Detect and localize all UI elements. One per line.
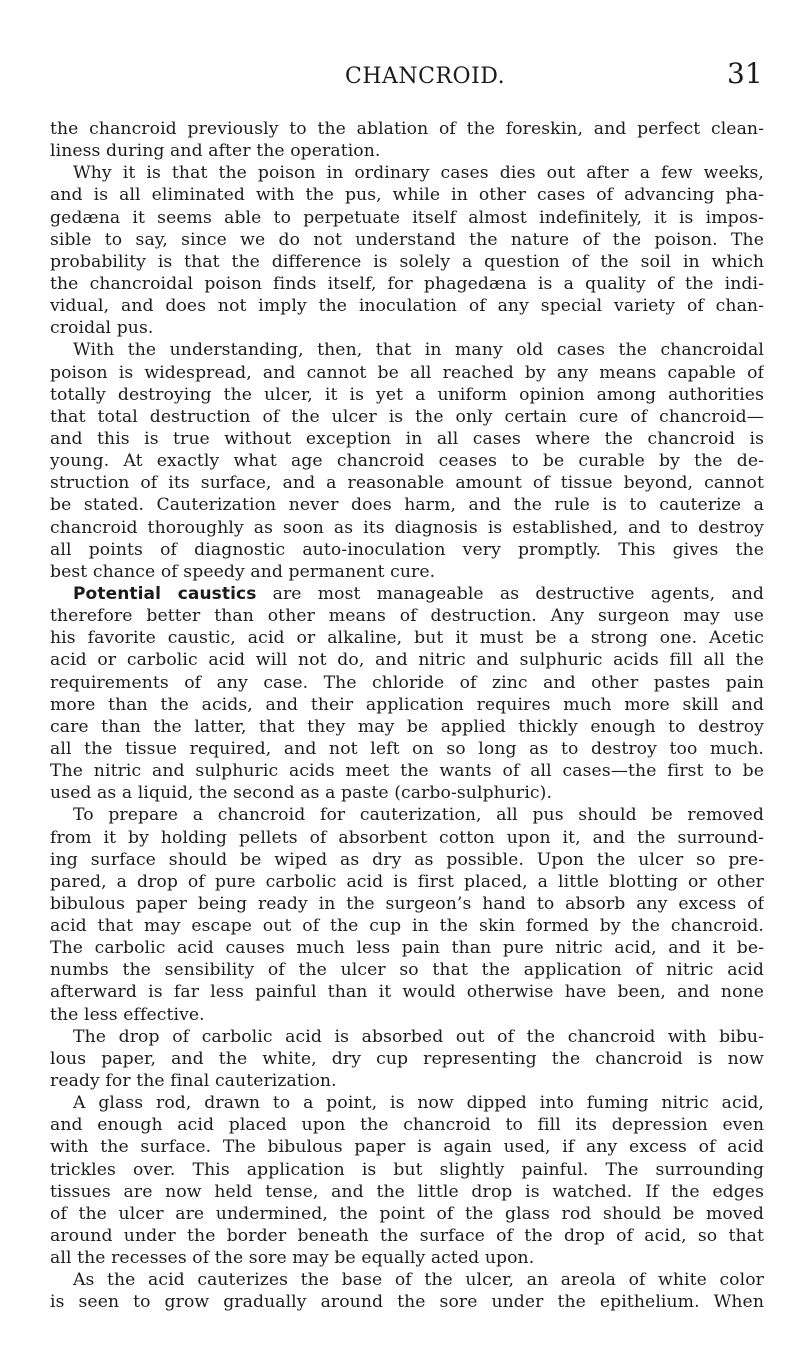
- text-line: croidal pus.: [50, 318, 154, 339]
- text-line: and enough acid placed upon the chancroid to fill its depression even: [50, 1115, 764, 1136]
- text-line: and is all eliminated with the pus, while in other cases of advancing pha-: [50, 185, 764, 206]
- text-line: acid that may escape out of the cup in the skin formed by the chancroid.: [50, 916, 764, 937]
- text-line: be stated. Cauterization never does harm, and the rule is to cauterize a: [50, 495, 764, 516]
- text-line: lous paper, and the white, dry cup representing the chancroid is now: [50, 1048, 764, 1069]
- text-line: chancroid thoroughly as soon as its diagnosis is established, and to destroy: [50, 517, 764, 538]
- text-line: his favorite caustic, acid or alkaline, but it must be a strong one. Acetic: [50, 628, 764, 649]
- text-line: is seen to grow gradually around the sore under the epithelium. When: [50, 1292, 764, 1313]
- text-line: The carbolic acid causes much less pain than pure nitric acid, and it be-: [50, 938, 764, 959]
- text-line: As the acid cauterizes the base of the ulcer, an areola of white color: [73, 1270, 764, 1291]
- text-line: The drop of carbolic acid is absorbed out of the chancroid with bibu-: [73, 1026, 764, 1047]
- text-line: [50, 583, 764, 605]
- page-number: 31: [727, 57, 763, 90]
- text-line: the chancroid previously to the ablation of the foreskin, and perfect clean-: [50, 119, 764, 139]
- text-line: care than the latter, that they may be applied thickly enough to destroy: [50, 716, 764, 737]
- text-line: ing surface should be wiped as dry as possible. Upon the ulcer so pre-: [50, 849, 764, 870]
- text-line: from it by holding pellets of absorbent cotton upon it, and the surround-: [50, 827, 764, 848]
- text-line: all the tissue required, and not left on so long as to destroy too much.: [50, 738, 764, 759]
- text-line: A glass rod, drawn to a point, is now dipped into fuming nitric acid,: [73, 1093, 764, 1114]
- text-line: of the ulcer are undermined, the point of the glass rod should be moved: [50, 1203, 764, 1224]
- text-line: best chance of speedy and permanent cure.: [50, 561, 436, 582]
- text-line: totally destroying the ulcer, it is yet a uniform opinion among authorities: [50, 384, 764, 405]
- text-line: trickles over. This application is but slightly painful. The surrounding: [50, 1159, 764, 1180]
- text-line: poison is widespread, and cannot be all reached by any means capable of: [50, 362, 764, 383]
- text-line: around under the border beneath the surface of the drop of acid, so that: [50, 1226, 764, 1247]
- text-line: To prepare a chancroid for cauterization, all pus should be removed: [73, 805, 764, 826]
- text-line: struction of its surface, and a reasonable amount of tissue beyond, cannot: [50, 473, 764, 494]
- text-line: sible to say, since we do not understand the nature of the poison. The: [50, 229, 764, 250]
- text-line: that total destruction of the ulcer is the only certain cure of chancroid—: [50, 406, 764, 427]
- text-line: afterward is far less painful than it would otherwise have been, and none: [50, 982, 764, 1003]
- text-line: bibulous paper being ready in the surgeon’s hand to absorb any excess of: [50, 893, 764, 914]
- text-line: young. At exactly what age chancroid ceases to be curable by the de-: [50, 451, 764, 472]
- text-line: With the understanding, then, that in many old cases the chancroidal: [73, 340, 764, 361]
- text-line: gedæna it seems able to perpetuate itself almost indefinitely, it is impos-: [50, 207, 764, 228]
- text-line: ready for the final cauterization.: [50, 1071, 337, 1092]
- text-line: and this is true without exception in all cases where the chancroid is: [50, 428, 764, 449]
- text-line: more than the acids, and their application requires much more skill and: [50, 694, 764, 715]
- text-line: tissues are now held tense, and the little drop is watched. If the edges: [50, 1181, 764, 1202]
- text-line: therefore better than other means of destruction. Any surgeon may use: [50, 606, 764, 627]
- text-line: used as a liquid, the second as a paste (carbo-sulphuric).: [50, 783, 553, 804]
- text-line: the less effective.: [50, 1004, 205, 1025]
- text-line: the chancroidal poison finds itself, for phagedæna is a quality of the indi-: [50, 273, 764, 294]
- text-line: liness during and after the operation.: [50, 141, 381, 162]
- text-line: probability is that the difference is solely a question of the soil in which: [50, 251, 764, 272]
- text-line: all the recesses of the sore may be equally acted upon.: [50, 1248, 535, 1269]
- text-line: The nitric and sulphuric acids meet the wants of all cases—the first to be: [50, 761, 764, 782]
- text-line: with the surface. The bibulous paper is again used, if any excess of acid: [50, 1137, 764, 1158]
- text-line: acid or carbolic acid will not do, and nitric and sulphuric acids fill all the: [50, 650, 764, 671]
- run-in-heading: Potential caustics: [73, 583, 257, 604]
- text-line: pared, a drop of pure carbolic acid is first placed, a little blotting or other: [50, 871, 764, 892]
- text-line: vidual, and does not imply the inoculation of any special variety of chan-: [50, 296, 764, 317]
- text-line: requirements of any case. The chloride of zinc and other pastes pain: [50, 672, 764, 693]
- text-line: Why it is that the poison in ordinary cases dies out after a few weeks,: [73, 163, 764, 184]
- text-line: all points of diagnostic auto-inoculation very promptly. This gives the: [50, 539, 764, 560]
- text-line-continuation: are most manageable as destructive agents, and: [272, 583, 764, 604]
- running-head: CHANCROID.: [345, 64, 506, 89]
- text-line: numbs the sensibility of the ulcer so that the application of nitric acid: [50, 960, 764, 981]
- body-text: [50, 118, 764, 1314]
